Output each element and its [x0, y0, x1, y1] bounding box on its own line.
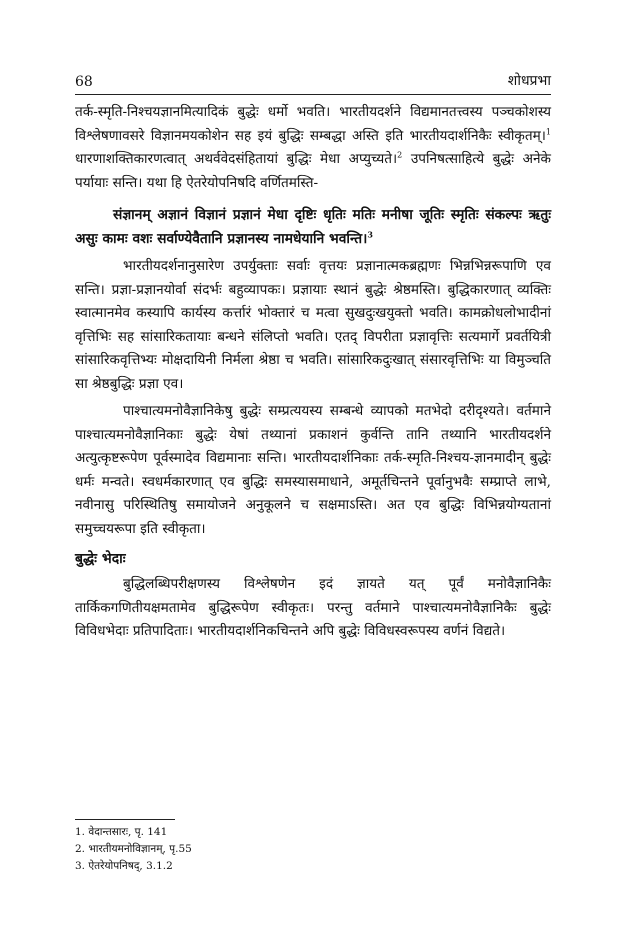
paragraph-2: भारतीयदर्शनानुसारेण उपर्युक्ताः सर्वाः वृत्तयः प्रज्ञानात्मकब्रह्मणः भिन्नभिन्नरूपाणि एव सन्ति। प्रज्ञा-प्रज्ञानयोर्वा संदर्भः बहुव्यापकः। प्रज्ञायाः स्थानं बुद्धेः श्रेष्ठमस्ति। बुद्धिकारणात् व्यक्तिः स्वात्मानमेव कस्यापि कार्यस्य कर्त्तारं भोक्तारं च मत्वा सुखदुःखयुक्तो भवति। कामक्रोधलोभादीनां वृत्तिभिः सह सांसारिकतायाः बन्धने संलिप्तो भवति। एतद् विपरीता प्रज्ञावृत्तिः सत्यमार्गे प्रवर्तयित्री सांसारिकवृत्तिभ्यः मोक्षदायिनी निर्मला श्रेष्ठा च भवति। सांसारिकदुःखात् संसारवृत्तिभिः या विमुञ्चति सा श्रेष्ठबुद्धिः प्रज्ञा एव।: [75, 258, 551, 392]
verse-text: संज्ञानम् अज्ञानं विज्ञानं प्रज्ञानं मेधा दृष्टिः धृतिः मतिः मनीषा जूतिः स्मृतिः संकल्पः ऋतुः असुः कामः वशः सर्वाण्येवैतानि प्रज्ञानस्य नामधेयानि भवन्ति।: [75, 207, 551, 247]
journal-title: शोधप्रभा: [507, 73, 551, 89]
paragraph-1-text-b: धारणाशक्तिकारणत्वात् अथर्ववेदसंहितायां बुद्धिः मेधा अप्युच्यते।: [75, 151, 398, 167]
page-number: 68: [75, 74, 93, 90]
footnote-ref-1: 1: [545, 126, 551, 136]
footnote-ref-2: 2: [397, 150, 403, 160]
paragraph-1: [75, 101, 551, 195]
footnotes: [75, 824, 192, 875]
header-rule: [75, 94, 551, 95]
paragraph-1-text-c: उपनिषत्साहित्ये बुद्धेः अनेके पर्यायाः सन्ति। यथा हि ऐतरेयोपनिषदि वर्णितमस्ति-: [75, 151, 551, 191]
section-heading: बुद्धेः भेदाः: [75, 551, 126, 567]
footnote-3: 3. ऐतरेयोपनिषद्, 3.1.2: [75, 860, 173, 872]
paragraph-1-text-a: तर्क-स्मृति-निश्चयज्ञानमित्यादिकं बुद्धेः धर्मो भवति। भारतीयदर्शने विद्यमानतत्त्वस्य पञ्चकोशस्य विश्लेषणावसरे विज्ञानमयकोशेन सह इयं बुद्धिः सम्बद्धा अस्ति इति भारतीयदार्शनिकैः स्वीकृतम्।: [75, 104, 551, 144]
quoted-verse: [75, 203, 551, 251]
paragraph-4: बुद्धिलब्धिपरीक्षणस्य विश्लेषणेन इदं ज्ञायते यत् पूर्वं मनोवैज्ञानिकैः तार्किकगणितीयक्षमतामेव बुद्धिरूपेण स्वीकृतः। परन्तु वर्तमाने पाश्चात्यमनोवैज्ञानिकैः बुद्धेः विविधभेदाः प्रतिपादिताः। भारतीयदार्शनिकचिन्तने अपि बुद्धेः विविधस्वरूपस्य वर्णनं विद्यते।: [75, 576, 551, 639]
footnote-2: 2. भारतीयमनोविज्ञानम्, पृ.55: [75, 843, 192, 855]
page-body: [75, 68, 551, 644]
paragraph-3: पाश्चात्यमनोवैज्ञानिकेषु बुद्धेः सम्प्रत्ययस्य सम्बन्धे व्यापको मतभेदो दरीदृश्यते। वर्तमाने पाश्चात्यमनोवैज्ञानिकाः बुद्धेः येषां तथ्यानां प्रकाशनं कुर्वन्ति तानि तथ्यानि भारतीयदर्शने अत्युत्कृष्टरूपेण पूर्वस्मादेव विद्यमानाः सन्ति। भारतीयदार्शनिकाः तर्क-स्मृति-निश्चय-ज्ञानमादीन् बुद्धेः धर्मः मन्वते। स्वधर्मकारणात् एव बुद्धिः समस्यासमाधाने, अमूर्तचिन्तने पूर्वानुभवैः सम्प्राप्ते लाभे, नवीनासु परिस्थितिषु समायोजने अनुकूलने च सक्षमाऽस्ति। अत एव बुद्धिः विभिन्नयोग्यतानां समुच्चयरूपा इति स्वीकृता।: [75, 403, 551, 537]
footnote-ref-3: 3: [367, 229, 373, 240]
footnote-rule: [75, 819, 175, 820]
footnote-1: 1. वेदान्तसारः, पृ. 141: [75, 826, 168, 838]
running-header: [75, 68, 551, 90]
